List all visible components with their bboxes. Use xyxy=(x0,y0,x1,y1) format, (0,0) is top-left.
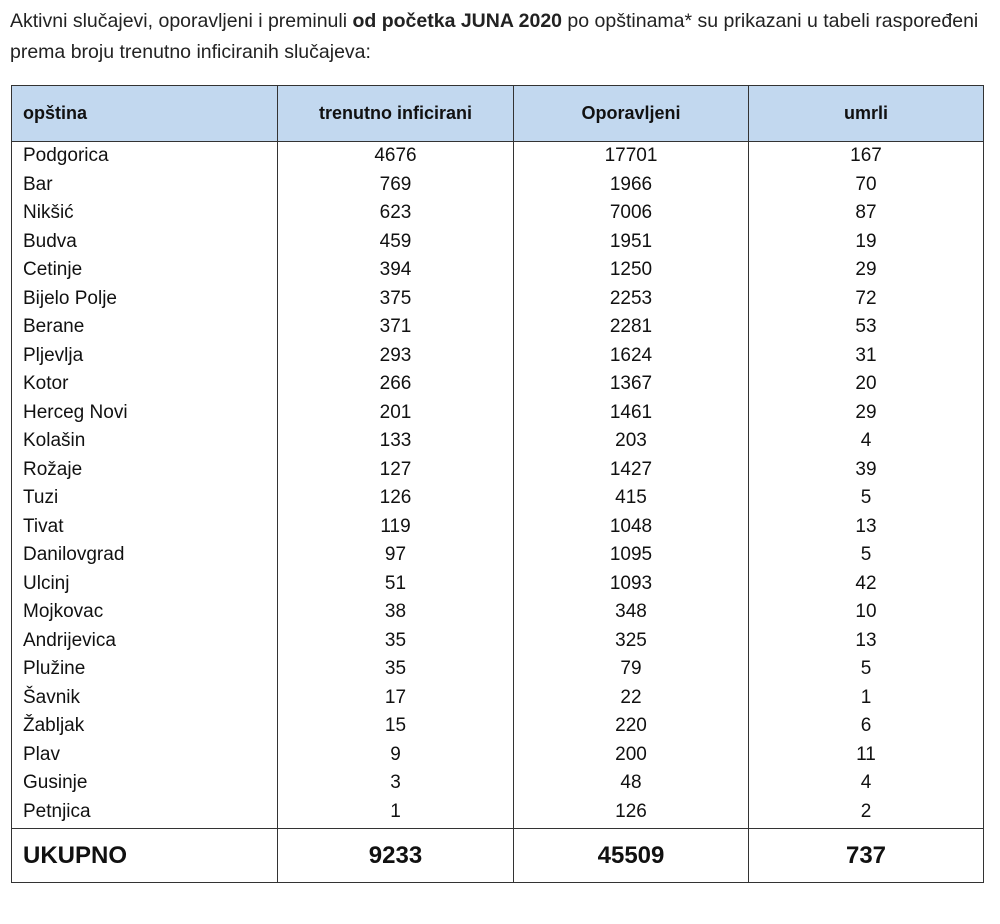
infected-cell: 4676 xyxy=(278,142,514,171)
recovered-cell: 1951 xyxy=(514,228,749,257)
municipality-cell: Petnjica xyxy=(12,798,278,829)
deceased-cell: 42 xyxy=(749,570,984,599)
table-row xyxy=(12,285,984,314)
infected-cell: 119 xyxy=(278,513,514,542)
deceased-cell: 1 xyxy=(749,684,984,713)
recovered-cell: 1624 xyxy=(514,342,749,371)
table-row xyxy=(12,427,984,456)
recovered-cell: 48 xyxy=(514,769,749,798)
totals-label: UKUPNO xyxy=(12,829,278,883)
municipality-cell: Mojkovac xyxy=(12,598,278,627)
infected-cell: 394 xyxy=(278,256,514,285)
table-header-row xyxy=(12,86,984,142)
recovered-cell: 220 xyxy=(514,712,749,741)
recovered-cell: 1461 xyxy=(514,399,749,428)
deceased-cell: 87 xyxy=(749,199,984,228)
header-recovered: Oporavljeni xyxy=(514,86,749,142)
deceased-cell: 4 xyxy=(749,769,984,798)
municipality-cell: Bijelo Polje xyxy=(12,285,278,314)
deceased-cell: 11 xyxy=(749,741,984,770)
total-deceased: 737 xyxy=(749,829,984,883)
infected-cell: 126 xyxy=(278,484,514,513)
table-row xyxy=(12,769,984,798)
municipality-cell: Plužine xyxy=(12,655,278,684)
municipality-cell: Kotor xyxy=(12,370,278,399)
deceased-cell: 29 xyxy=(749,256,984,285)
municipality-cell: Šavnik xyxy=(12,684,278,713)
recovered-cell: 1095 xyxy=(514,541,749,570)
recovered-cell: 1093 xyxy=(514,570,749,599)
table-row xyxy=(12,798,984,829)
municipality-cell: Pljevlja xyxy=(12,342,278,371)
infected-cell: 133 xyxy=(278,427,514,456)
recovered-cell: 1966 xyxy=(514,171,749,200)
table-row xyxy=(12,199,984,228)
recovered-cell: 1250 xyxy=(514,256,749,285)
intro-text-bold: od početka JUNA 2020 xyxy=(352,10,563,32)
infected-cell: 201 xyxy=(278,399,514,428)
municipality-cell: Žabljak xyxy=(12,712,278,741)
infected-cell: 97 xyxy=(278,541,514,570)
table-row xyxy=(12,513,984,542)
deceased-cell: 13 xyxy=(749,513,984,542)
deceased-cell: 72 xyxy=(749,285,984,314)
deceased-cell: 53 xyxy=(749,313,984,342)
infected-cell: 1 xyxy=(278,798,514,829)
deceased-cell: 5 xyxy=(749,484,984,513)
header-currently-infected: trenutno inficirani xyxy=(278,86,514,142)
header-deceased: umrli xyxy=(749,86,984,142)
table-row xyxy=(12,370,984,399)
infected-cell: 17 xyxy=(278,684,514,713)
recovered-cell: 203 xyxy=(514,427,749,456)
total-infected: 9233 xyxy=(278,829,514,883)
deceased-cell: 29 xyxy=(749,399,984,428)
deceased-cell: 13 xyxy=(749,627,984,656)
table-row xyxy=(12,655,984,684)
table-row xyxy=(12,627,984,656)
table-row xyxy=(12,741,984,770)
deceased-cell: 5 xyxy=(749,541,984,570)
deceased-cell: 6 xyxy=(749,712,984,741)
deceased-cell: 19 xyxy=(749,228,984,257)
table-row xyxy=(12,171,984,200)
intro-text-start: Aktivni slučajevi, oporavljeni i preminuli xyxy=(10,10,353,32)
table-row xyxy=(12,484,984,513)
infected-cell: 375 xyxy=(278,285,514,314)
municipality-cell: Berane xyxy=(12,313,278,342)
municipality-cell: Andrijevica xyxy=(12,627,278,656)
infected-cell: 371 xyxy=(278,313,514,342)
municipality-cell: Gusinje xyxy=(12,769,278,798)
table-row xyxy=(12,570,984,599)
municipality-cell: Cetinje xyxy=(12,256,278,285)
table-row xyxy=(12,256,984,285)
municipality-cell: Tivat xyxy=(12,513,278,542)
table-row xyxy=(12,541,984,570)
deceased-cell: 20 xyxy=(749,370,984,399)
recovered-cell: 2281 xyxy=(514,313,749,342)
municipality-cell: Budva xyxy=(12,228,278,257)
deceased-cell: 70 xyxy=(749,171,984,200)
recovered-cell: 2253 xyxy=(514,285,749,314)
table-row xyxy=(12,598,984,627)
recovered-cell: 200 xyxy=(514,741,749,770)
recovered-cell: 415 xyxy=(514,484,749,513)
infected-cell: 38 xyxy=(278,598,514,627)
table-row xyxy=(12,142,984,171)
table-body xyxy=(12,142,984,829)
recovered-cell: 17701 xyxy=(514,142,749,171)
deceased-cell: 39 xyxy=(749,456,984,485)
recovered-cell: 1427 xyxy=(514,456,749,485)
total-recovered: 45509 xyxy=(514,829,749,883)
deceased-cell: 2 xyxy=(749,798,984,829)
infected-cell: 35 xyxy=(278,627,514,656)
table-row xyxy=(12,684,984,713)
recovered-cell: 126 xyxy=(514,798,749,829)
recovered-cell: 22 xyxy=(514,684,749,713)
infected-cell: 293 xyxy=(278,342,514,371)
intro-paragraph xyxy=(10,6,985,68)
municipality-cell: Podgorica xyxy=(12,142,278,171)
totals-row xyxy=(12,829,984,883)
table-row xyxy=(12,456,984,485)
table-row xyxy=(12,228,984,257)
infected-cell: 35 xyxy=(278,655,514,684)
municipality-cell: Nikšić xyxy=(12,199,278,228)
header-municipality: opština xyxy=(12,86,278,142)
intro-text-end: po opštinama* su prikazani u tabeli raspoređeni prema broju trenutno inficiranih slučajeva: xyxy=(10,10,979,63)
municipality-cell: Rožaje xyxy=(12,456,278,485)
infected-cell: 51 xyxy=(278,570,514,599)
deceased-cell: 4 xyxy=(749,427,984,456)
recovered-cell: 325 xyxy=(514,627,749,656)
recovered-cell: 1048 xyxy=(514,513,749,542)
municipality-cell: Tuzi xyxy=(12,484,278,513)
infected-cell: 127 xyxy=(278,456,514,485)
deceased-cell: 31 xyxy=(749,342,984,371)
recovered-cell: 1367 xyxy=(514,370,749,399)
municipality-cell: Herceg Novi xyxy=(12,399,278,428)
infected-cell: 9 xyxy=(278,741,514,770)
infected-cell: 3 xyxy=(278,769,514,798)
infected-cell: 15 xyxy=(278,712,514,741)
municipality-cell: Kolašin xyxy=(12,427,278,456)
recovered-cell: 348 xyxy=(514,598,749,627)
municipality-cell: Danilovgrad xyxy=(12,541,278,570)
deceased-cell: 167 xyxy=(749,142,984,171)
municipality-stats-table xyxy=(11,85,984,883)
recovered-cell: 7006 xyxy=(514,199,749,228)
table-row xyxy=(12,313,984,342)
municipality-cell: Ulcinj xyxy=(12,570,278,599)
deceased-cell: 10 xyxy=(749,598,984,627)
deceased-cell: 5 xyxy=(749,655,984,684)
municipality-cell: Plav xyxy=(12,741,278,770)
infected-cell: 266 xyxy=(278,370,514,399)
infected-cell: 459 xyxy=(278,228,514,257)
municipality-cell: Bar xyxy=(12,171,278,200)
recovered-cell: 79 xyxy=(514,655,749,684)
table-row xyxy=(12,712,984,741)
table-row xyxy=(12,342,984,371)
infected-cell: 769 xyxy=(278,171,514,200)
table-row xyxy=(12,399,984,428)
infected-cell: 623 xyxy=(278,199,514,228)
